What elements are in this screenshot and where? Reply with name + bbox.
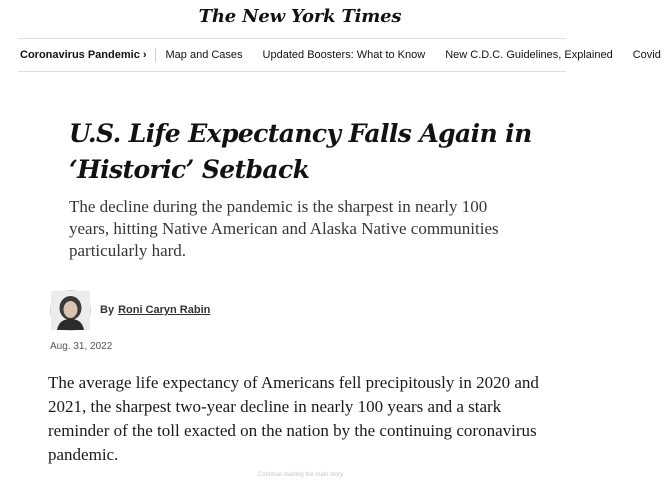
byline-prefix: By bbox=[100, 304, 115, 316]
article-summary: The decline during the pandemic is the sharpest in nearly 100 years, hitting Native American and Alaska Native communities particularly hard. bbox=[69, 197, 499, 260]
author-portrait-icon bbox=[51, 291, 90, 330]
topic-nav-track bbox=[10, 39, 671, 71]
nav-item-label: Coronavirus Pandemic bbox=[20, 49, 140, 61]
nav-item-map-and-cases[interactable]: Map and Cases bbox=[165, 49, 243, 61]
article-headline: U.S. Life Expectancy Falls Again in ‘Historic’ Setback bbox=[69, 119, 532, 184]
nyt-logo[interactable]: The New York Times bbox=[198, 6, 402, 27]
nav-item-cdc-guidelines[interactable]: New C.D.C. Guidelines, Explained bbox=[445, 49, 613, 61]
topic-nav-bar bbox=[18, 38, 661, 72]
byline-text bbox=[100, 304, 210, 316]
byline bbox=[50, 290, 210, 330]
chevron-right-icon: › bbox=[142, 49, 147, 61]
nav-item-coronavirus-pandemic[interactable] bbox=[10, 39, 155, 71]
faint-caption: Continue reading the main story bbox=[258, 472, 344, 478]
author-avatar[interactable] bbox=[50, 290, 91, 331]
nav-item-updated-boosters[interactable]: Updated Boosters: What to Know bbox=[262, 49, 426, 61]
article-body-paragraph: The average life expectancy of Americans fell precipitously in 2020 and 2021, the sharpest two-year decline in nearly 100 years and a stark reminder of the toll exacted on the nation by the continuing coronavirus pandemic. bbox=[48, 373, 539, 464]
nav-item-covid[interactable]: Covid bbox=[632, 49, 661, 61]
publish-date: Aug. 31, 2022 bbox=[50, 341, 113, 352]
author-link[interactable]: Roni Caryn Rabin bbox=[118, 304, 211, 316]
masthead bbox=[0, 4, 600, 30]
